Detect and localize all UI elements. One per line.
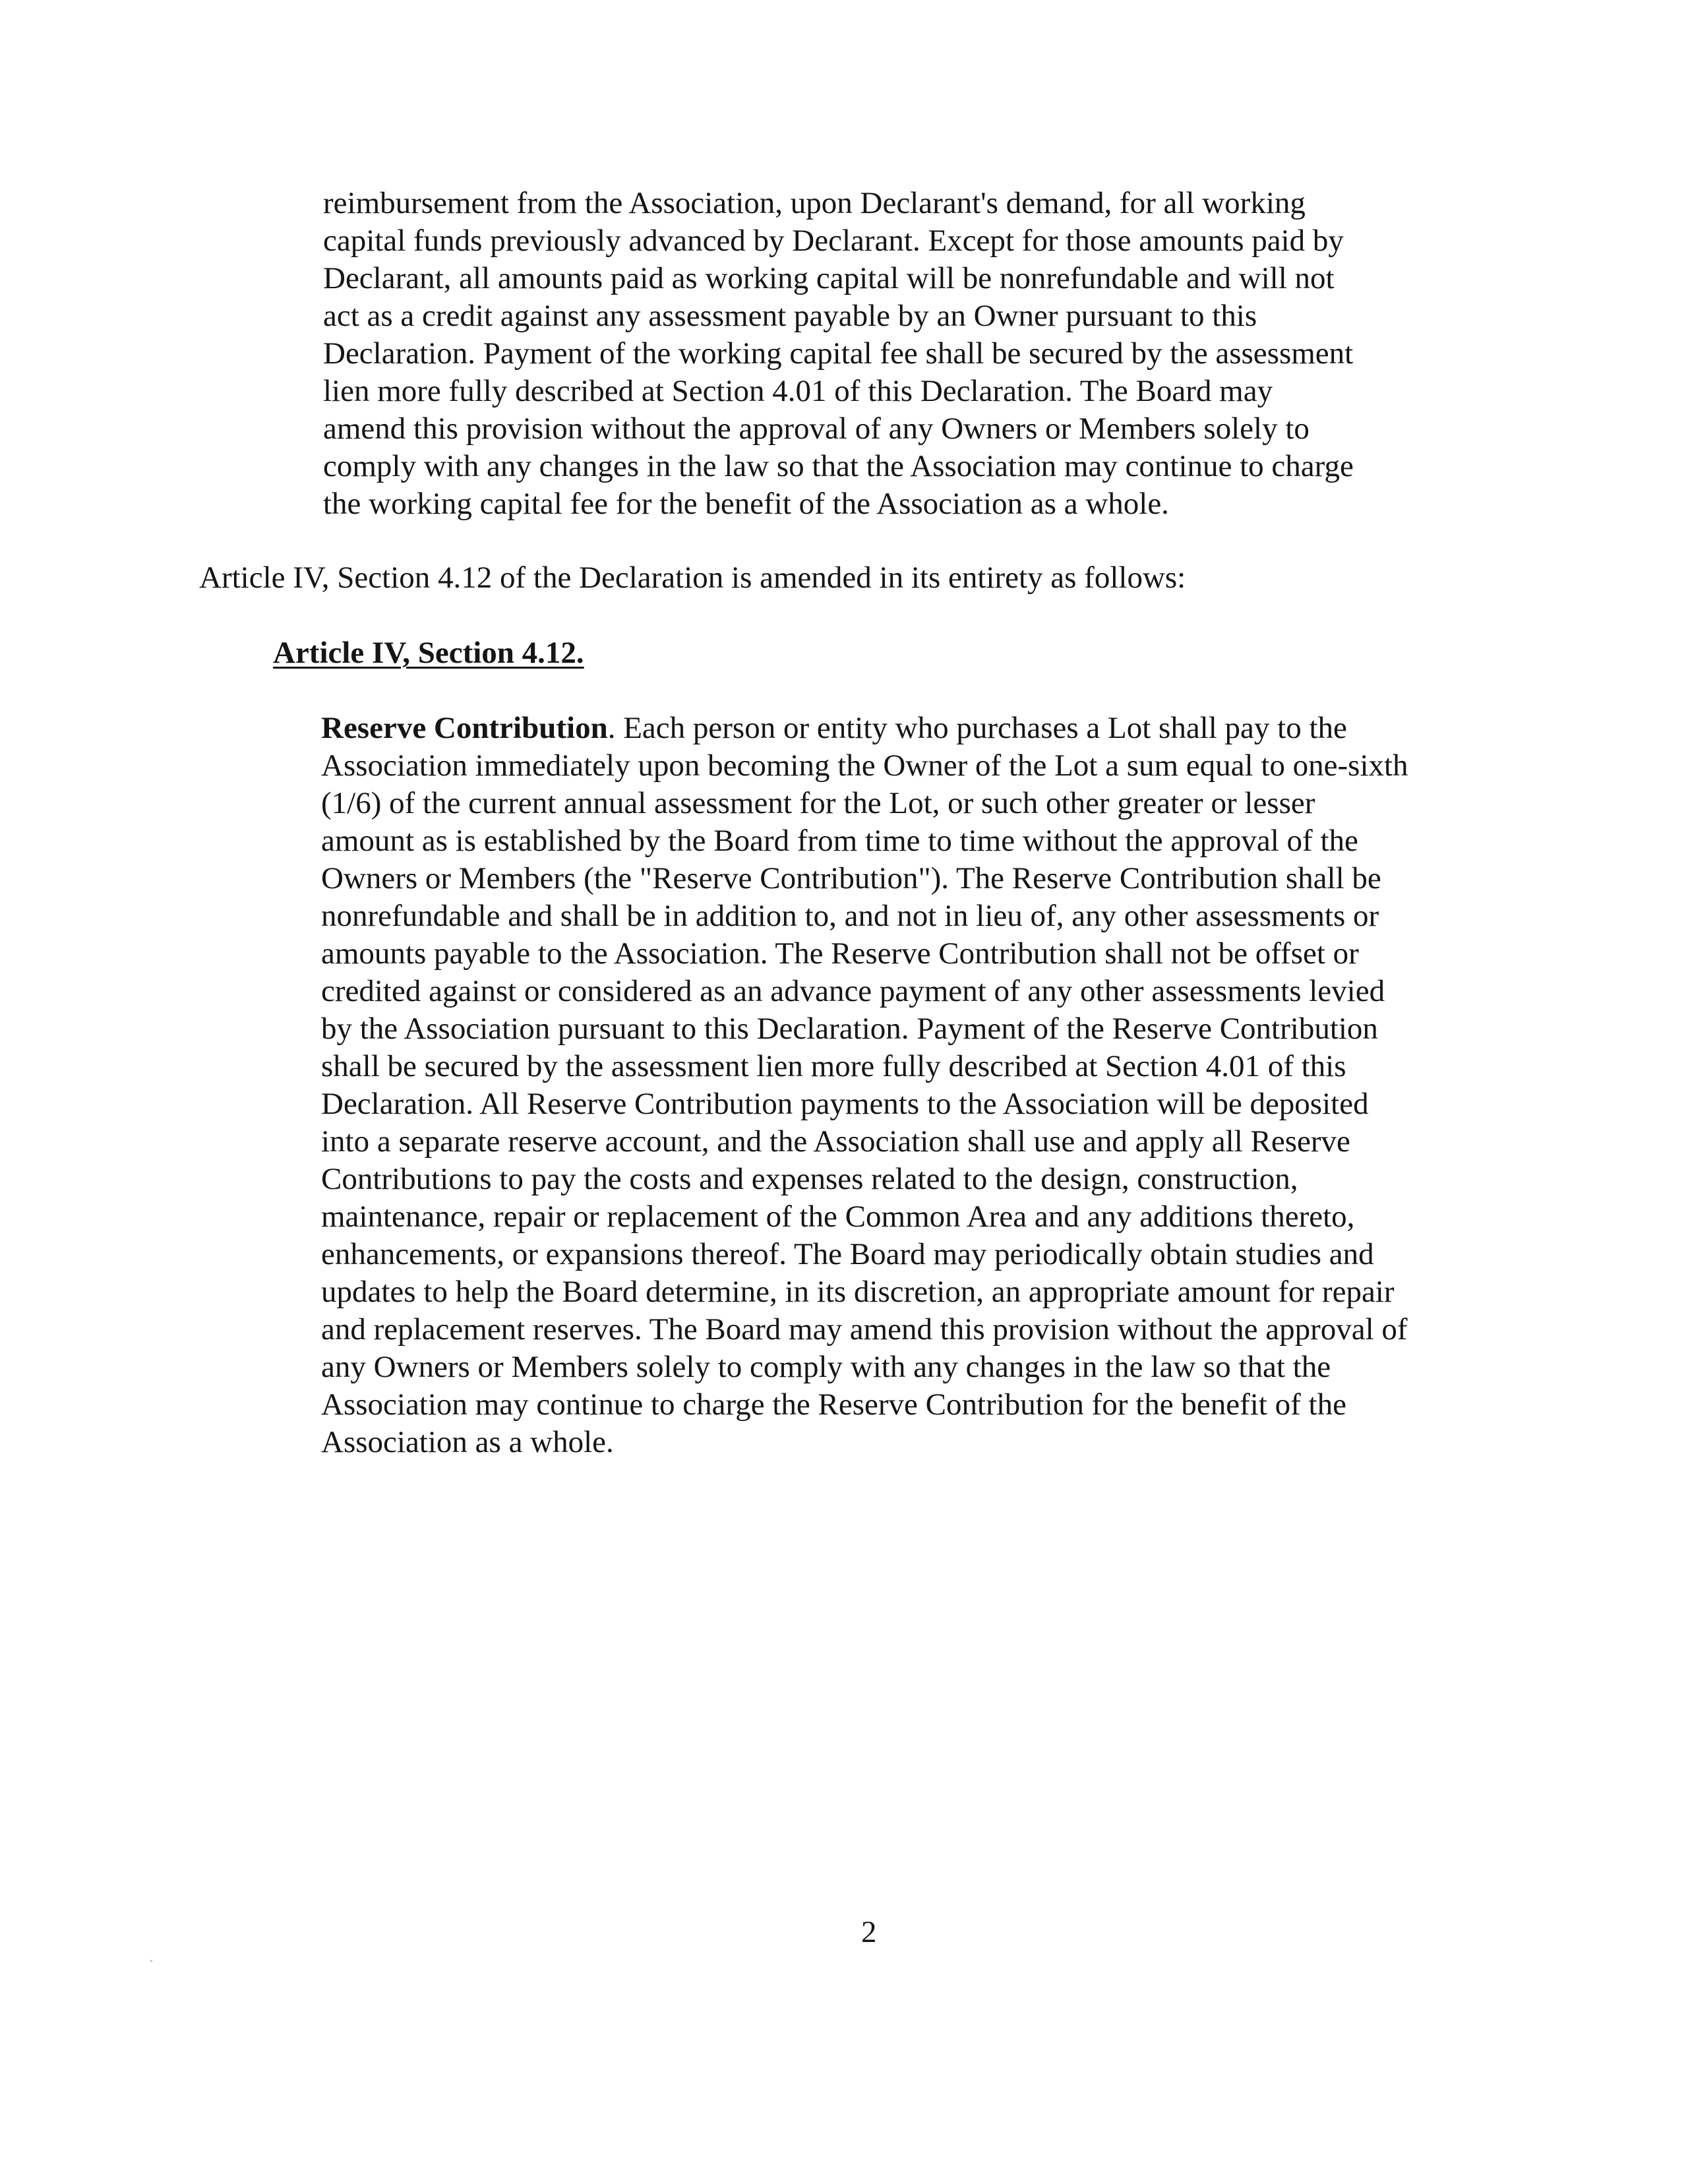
paragraph-line: into a separate reserve account, and the Association shall use and apply all Reserve [321,1124,1350,1159]
page-number: 2 [861,1915,877,1949]
paragraph-line: Owners or Members (the "Reserve Contribution"). The Reserve Contribution shall be [321,861,1381,895]
paragraph-line: Declaration. All Reserve Contribution payments to the Association will be deposited [321,1087,1369,1121]
paragraph-line: act as a credit against any assessment payable by an Owner pursuant to this [323,299,1257,333]
paragraph-line: reimbursement from the Association, upon Declarant's demand, for all working [323,186,1306,220]
paragraph-line: Contributions to pay the costs and expenses related to the design, construction, [321,1162,1298,1196]
paragraph-line: shall be secured by the assessment lien more fully described at Section 4.01 of this [321,1049,1346,1083]
paragraph-line: amend this provision without the approval of any Owners or Members solely to [323,411,1310,446]
paragraph-line: by the Association pursuant to this Declaration. Payment of the Reserve Contribution [321,1012,1378,1046]
paragraph-line: Declarant, all amounts paid as working capital will be nonrefundable and will not [323,261,1335,295]
paragraph-line: amount as is established by the Board from time to time without the approval of the [321,824,1358,858]
paragraph-line: (1/6) of the current annual assessment for the Lot, or such other greater or lesser [321,786,1315,820]
paragraph-line: amounts payable to the Association. The Reserve Contribution shall not be offset or [321,936,1359,971]
paragraph-line: the working capital fee for the benefit of the Association as a whole. [323,487,1169,521]
paragraph-line: Association immediately upon becoming the Owner of the Lot a sum equal to one-sixth [321,748,1408,783]
paragraph-line: maintenance, repair or replacement of the Common Area and any additions thereto, [321,1199,1355,1234]
paragraph-line: lien more fully described at Section 4.01 of this Declaration. The Board may [323,374,1273,408]
paragraph-line: any Owners or Members solely to comply with any changes in the law so that the [321,1350,1331,1384]
paragraph-line: nonrefundable and shall be in addition to, and not in lieu of, any other assessments or [321,899,1379,933]
amendment-intro: Article IV, Section 4.12 of the Declaration is amended in its entirety as follows: [199,561,1186,595]
paragraph-line: capital funds previously advanced by Declarant. Except for those amounts paid by [323,224,1344,258]
paragraph-line: enhancements, or expansions thereof. The Board may periodically obtain studies and [321,1237,1374,1271]
paragraph-first-line [321,710,1347,746]
reserve-contribution-lead: Reserve Contribution [321,711,608,745]
paragraph-line: and replacement reserves. The Board may amend this provision without the approval of [321,1312,1408,1347]
paragraph-line: Association may continue to charge the Reserve Contribution for the benefit of the [321,1387,1346,1422]
paragraph-line: comply with any changes in the law so that the Association may continue to charge [323,449,1354,483]
scan-artifact [150,1960,152,1962]
paragraph-line: credited against or considered as an advance payment of any other assessments levied [321,974,1385,1008]
section-heading: Article IV, Section 4.12. [273,636,584,670]
paragraph-line: updates to help the Board determine, in its discretion, an appropriate amount for repair [321,1275,1395,1309]
paragraph-line: Association as a whole. [321,1425,614,1459]
paragraph-line: Declaration. Payment of the working capital fee shall be secured by the assessment [323,336,1354,371]
reserve-first-line-text: . Each person or entity who purchases a Lot shall pay to the [607,711,1347,745]
